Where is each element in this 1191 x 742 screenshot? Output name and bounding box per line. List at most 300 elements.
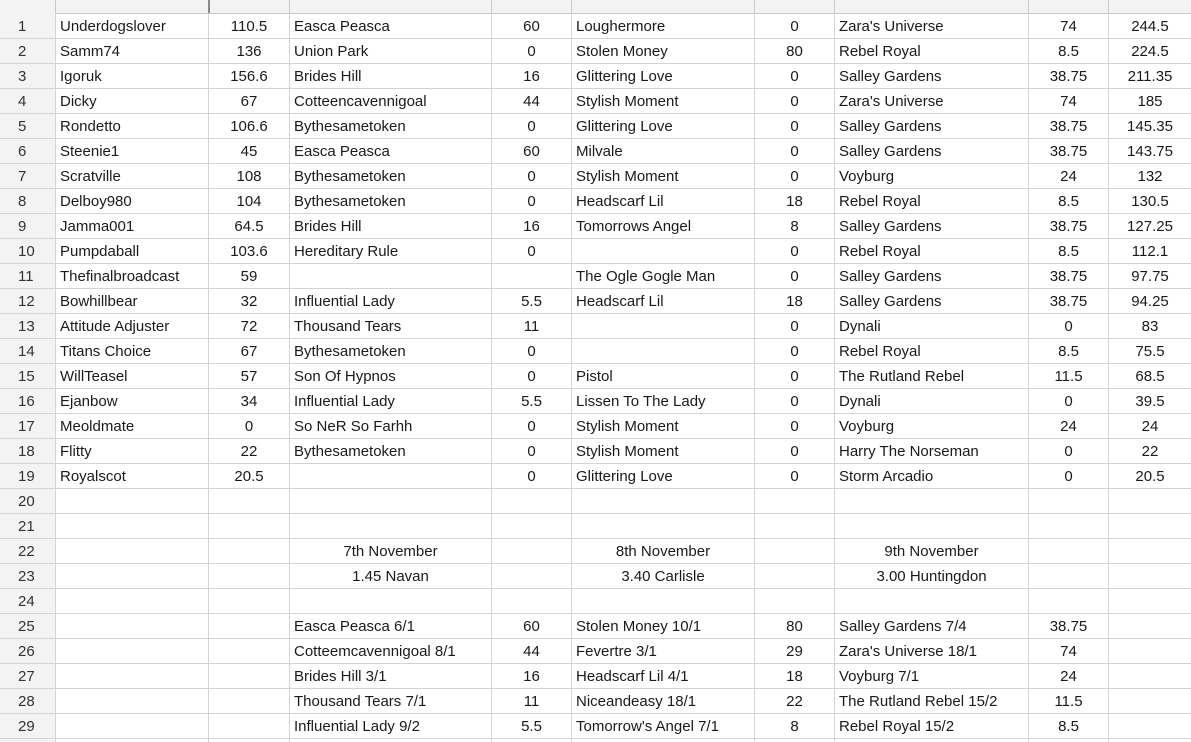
cell-f-row-11[interactable]: 0 (790, 268, 799, 285)
cell-f-row-12[interactable]: 18 (786, 293, 803, 310)
cell-d-row-5[interactable]: 0 (527, 118, 536, 135)
cell-a-row-14[interactable]: Titans Choice (60, 343, 152, 360)
row-number[interactable]: 23 (18, 568, 35, 585)
cell-f-row-24[interactable] (755, 589, 834, 614)
cell-f-row-9[interactable]: 8 (790, 218, 799, 235)
cell-c-row-9[interactable]: Brides Hill (294, 218, 362, 235)
row-number[interactable]: 7 (18, 168, 27, 185)
cell-i-row-3[interactable]: 211.35 (1127, 68, 1173, 85)
cell-c-row-15[interactable]: Son Of Hypnos (294, 368, 396, 385)
cell-h-row-1[interactable]: 74 (1060, 18, 1077, 35)
cell-b-row-9[interactable]: 64.5 (234, 218, 264, 235)
cell-e-row-13[interactable] (572, 314, 754, 339)
cell-c-row-13[interactable]: Thousand Tears (294, 318, 402, 335)
row-number[interactable]: 12 (18, 293, 35, 310)
row-number[interactable]: 5 (18, 118, 27, 135)
cell-f-row-3[interactable]: 0 (790, 68, 799, 85)
column-header-divider[interactable] (1108, 0, 1109, 13)
cell-g-row-3[interactable]: Salley Gardens (839, 68, 942, 85)
cell-a-row-22[interactable] (56, 539, 208, 564)
cell-f-row-4[interactable]: 0 (790, 93, 799, 110)
cell-e-row-19[interactable]: Glittering Love (576, 468, 673, 485)
row-number[interactable]: 10 (18, 243, 35, 260)
cell-d-row-25[interactable]: 60 (523, 618, 540, 635)
cell-b-row-3[interactable]: 156.6 (230, 68, 268, 85)
cell-e-row-1[interactable]: Loughermore (576, 18, 666, 35)
cell-a-row-16[interactable]: Ejanbow (60, 393, 118, 410)
cell-b-row-2[interactable]: 136 (236, 43, 262, 60)
column-header-divider[interactable] (754, 0, 755, 13)
cell-i-row-5[interactable]: 145.35 (1127, 118, 1173, 135)
cell-f-row-1[interactable]: 0 (790, 18, 799, 35)
cell-i-row-6[interactable]: 143.75 (1127, 143, 1173, 160)
row-number[interactable]: 3 (18, 68, 27, 85)
cell-b-row-26[interactable] (209, 639, 289, 664)
cell-a-row-21[interactable] (56, 514, 208, 539)
cell-f-row-28[interactable]: 22 (786, 693, 803, 710)
cell-g-row-15[interactable]: The Rutland Rebel (839, 368, 965, 385)
cell-d-row-14[interactable]: 0 (527, 343, 536, 360)
cell-d-row-3[interactable]: 16 (523, 68, 540, 85)
cell-g-row-20[interactable] (835, 489, 1028, 514)
cell-d-row-1[interactable]: 60 (523, 18, 540, 35)
cell-b-row-11[interactable]: 59 (240, 268, 258, 285)
cell-c-row-27[interactable]: Brides Hill 3/1 (294, 668, 387, 685)
cell-g-row-22[interactable]: 9th November (884, 543, 979, 560)
cell-d-row-9[interactable]: 16 (523, 218, 540, 235)
cell-e-row-5[interactable]: Glittering Love (576, 118, 673, 135)
cell-b-row-6[interactable]: 45 (240, 143, 258, 160)
cell-e-row-6[interactable]: Milvale (576, 143, 623, 160)
cell-i-row-16[interactable]: 39.5 (1135, 393, 1165, 410)
cell-e-row-29[interactable]: Tomorrow's Angel 7/1 (576, 718, 719, 735)
cell-g-row-16[interactable]: Dynali (839, 393, 881, 410)
cell-d-row-13[interactable]: 11 (523, 318, 540, 335)
cell-a-row-24[interactable] (56, 589, 208, 614)
cell-b-row-12[interactable]: 32 (240, 293, 258, 310)
cell-e-row-21[interactable] (572, 514, 754, 539)
cell-d-row-20[interactable] (492, 489, 571, 514)
cell-a-row-29[interactable] (56, 714, 208, 739)
row-number[interactable]: 24 (18, 593, 35, 610)
cell-b-row-14[interactable]: 67 (240, 343, 258, 360)
cell-g-row-28[interactable]: The Rutland Rebel 15/2 (839, 693, 998, 710)
cell-b-row-7[interactable]: 108 (236, 168, 262, 185)
cell-h-row-16[interactable]: 0 (1064, 393, 1073, 410)
cell-i-row-29[interactable] (1109, 714, 1191, 739)
cell-d-row-8[interactable]: 0 (527, 193, 536, 210)
cell-d-row-4[interactable]: 44 (523, 93, 540, 110)
row-number[interactable]: 29 (18, 718, 35, 735)
cell-e-row-18[interactable]: Stylish Moment (576, 443, 679, 460)
cell-h-row-10[interactable]: 8.5 (1058, 243, 1079, 260)
cell-e-row-3[interactable]: Glittering Love (576, 68, 673, 85)
cell-b-row-13[interactable]: 72 (240, 318, 258, 335)
cell-f-row-25[interactable]: 80 (786, 618, 803, 635)
row-number[interactable]: 2 (18, 43, 27, 60)
cell-g-row-9[interactable]: Salley Gardens (839, 218, 942, 235)
cell-h-row-19[interactable]: 0 (1064, 468, 1073, 485)
row-number[interactable]: 6 (18, 143, 27, 160)
cell-a-row-2[interactable]: Samm74 (60, 43, 121, 60)
cell-h-row-5[interactable]: 38.75 (1049, 118, 1088, 135)
cell-e-row-27[interactable]: Headscarf Lil 4/1 (576, 668, 689, 685)
cell-b-row-23[interactable] (209, 564, 289, 589)
cell-i-row-27[interactable] (1109, 664, 1191, 689)
cell-h-row-29[interactable]: 8.5 (1058, 718, 1079, 735)
cell-i-row-7[interactable]: 132 (1137, 168, 1163, 185)
cell-h-row-18[interactable]: 0 (1064, 443, 1073, 460)
cell-a-row-8[interactable]: Delboy980 (60, 193, 132, 210)
cell-a-row-27[interactable] (56, 664, 208, 689)
cell-i-row-26[interactable] (1109, 639, 1191, 664)
cell-i-row-24[interactable] (1109, 589, 1191, 614)
cell-g-row-23[interactable]: 3.00 Huntingdon (876, 568, 987, 585)
row-number[interactable]: 4 (18, 93, 27, 110)
cell-g-row-17[interactable]: Voyburg (839, 418, 895, 435)
cell-i-row-8[interactable]: 130.5 (1131, 193, 1169, 210)
row-number[interactable]: 22 (18, 543, 35, 560)
cell-g-row-1[interactable]: Zara's Universe (839, 18, 944, 35)
cell-b-row-20[interactable] (209, 489, 289, 514)
row-number[interactable]: 11 (18, 268, 34, 285)
cell-d-row-18[interactable]: 0 (527, 443, 536, 460)
cell-i-row-19[interactable]: 20.5 (1135, 468, 1165, 485)
cell-g-row-25[interactable]: Salley Gardens 7/4 (839, 618, 967, 635)
cell-h-row-22[interactable] (1029, 539, 1108, 564)
cell-g-row-11[interactable]: Salley Gardens (839, 268, 942, 285)
row-number[interactable]: 27 (18, 668, 35, 685)
cell-f-row-18[interactable]: 0 (790, 443, 799, 460)
cell-f-row-27[interactable]: 18 (786, 668, 803, 685)
column-header-bar[interactable] (0, 0, 1191, 14)
cell-g-row-14[interactable]: Rebel Royal (839, 343, 921, 360)
cell-d-row-23[interactable] (492, 564, 571, 589)
cell-b-row-25[interactable] (209, 614, 289, 639)
column-header-divider[interactable] (834, 0, 835, 13)
cell-f-row-23[interactable] (755, 564, 834, 589)
cell-i-row-23[interactable] (1109, 564, 1191, 589)
cell-i-row-22[interactable] (1109, 539, 1191, 564)
cell-d-row-29[interactable]: 5.5 (521, 718, 542, 735)
cell-b-row-17[interactable]: 0 (244, 418, 254, 435)
cell-f-row-26[interactable]: 29 (786, 643, 803, 660)
cell-g-row-8[interactable]: Rebel Royal (839, 193, 921, 210)
cell-h-row-9[interactable]: 38.75 (1049, 218, 1088, 235)
cell-e-row-9[interactable]: Tomorrows Angel (576, 218, 692, 235)
cell-c-row-18[interactable]: Bythesametoken (294, 443, 406, 460)
cell-a-row-10[interactable]: Pumpdaball (60, 243, 140, 260)
cell-e-row-15[interactable]: Pistol (576, 368, 613, 385)
cell-b-row-28[interactable] (209, 689, 289, 714)
cell-b-row-15[interactable]: 57 (240, 368, 258, 385)
cell-e-row-23[interactable]: 3.40 Carlisle (621, 568, 705, 585)
row-number[interactable]: 18 (18, 443, 35, 460)
cell-f-row-21[interactable] (755, 514, 834, 539)
row-number[interactable]: 13 (18, 318, 35, 335)
row-number[interactable]: 28 (18, 693, 35, 710)
cell-c-row-5[interactable]: Bythesametoken (294, 118, 406, 135)
cell-h-row-7[interactable]: 24 (1060, 168, 1077, 185)
cell-g-row-12[interactable]: Salley Gardens (839, 293, 942, 310)
cell-h-row-3[interactable]: 38.75 (1049, 68, 1088, 85)
cell-i-row-12[interactable]: 94.25 (1131, 293, 1169, 310)
cell-b-row-19[interactable]: 20.5 (234, 468, 264, 485)
cell-c-row-14[interactable]: Bythesametoken (294, 343, 406, 360)
cell-h-row-2[interactable]: 8.5 (1058, 43, 1079, 60)
cell-c-row-23[interactable]: 1.45 Navan (352, 568, 429, 585)
cell-d-row-27[interactable]: 16 (523, 668, 540, 685)
cell-h-row-11[interactable]: 38.75 (1049, 268, 1088, 285)
cell-i-row-17[interactable]: 24 (1141, 418, 1159, 435)
cell-e-row-25[interactable]: Stolen Money 10/1 (576, 618, 702, 635)
cell-h-row-26[interactable]: 74 (1060, 643, 1077, 660)
cell-c-row-1[interactable]: Easca Peasca (294, 18, 390, 35)
column-header-divider[interactable] (55, 0, 56, 13)
cell-a-row-18[interactable]: Flitty (60, 443, 92, 460)
cell-b-row-8[interactable]: 104 (236, 193, 262, 210)
cell-i-row-10[interactable]: 112.1 (1131, 243, 1169, 260)
cell-g-row-6[interactable]: Salley Gardens (839, 143, 942, 160)
cell-f-row-5[interactable]: 0 (790, 118, 799, 135)
cell-c-row-20[interactable] (290, 489, 491, 514)
cell-d-row-24[interactable] (492, 589, 571, 614)
cell-b-row-27[interactable] (209, 664, 289, 689)
cell-g-row-27[interactable]: Voyburg 7/1 (839, 668, 920, 685)
cell-g-row-21[interactable] (835, 514, 1028, 539)
cell-g-row-2[interactable]: Rebel Royal (839, 43, 921, 60)
row-number[interactable]: 20 (18, 493, 35, 510)
cell-h-row-21[interactable] (1029, 514, 1108, 539)
cell-c-row-21[interactable] (290, 514, 491, 539)
cell-c-row-22[interactable]: 7th November (343, 543, 438, 560)
cell-c-row-11[interactable] (290, 264, 491, 289)
cell-i-row-18[interactable]: 22 (1141, 443, 1159, 460)
cell-e-row-20[interactable] (572, 489, 754, 514)
cell-b-row-24[interactable] (209, 589, 289, 614)
cell-e-row-12[interactable]: Headscarf Lil (576, 293, 664, 310)
cell-f-row-22[interactable] (755, 539, 834, 564)
cell-d-row-10[interactable]: 0 (527, 243, 536, 260)
cell-a-row-25[interactable] (56, 614, 208, 639)
cell-a-row-23[interactable] (56, 564, 208, 589)
cell-a-row-9[interactable]: Jamma001 (60, 218, 135, 235)
cell-g-row-7[interactable]: Voyburg (839, 168, 895, 185)
cell-c-row-6[interactable]: Easca Peasca (294, 143, 390, 160)
cell-h-row-27[interactable]: 24 (1060, 668, 1077, 685)
cell-d-row-19[interactable]: 0 (527, 468, 536, 485)
row-number[interactable]: 9 (18, 218, 27, 235)
cell-h-row-6[interactable]: 38.75 (1049, 143, 1088, 160)
cell-b-row-5[interactable]: 106.6 (230, 118, 268, 135)
cell-h-row-17[interactable]: 24 (1060, 418, 1077, 435)
cell-g-row-5[interactable]: Salley Gardens (839, 118, 942, 135)
cell-e-row-28[interactable]: Niceandeasy 18/1 (576, 693, 697, 710)
cell-e-row-24[interactable] (572, 589, 754, 614)
cell-i-row-9[interactable]: 127.25 (1127, 218, 1173, 235)
cell-f-row-15[interactable]: 0 (790, 368, 799, 385)
cell-i-row-20[interactable] (1109, 489, 1191, 514)
cell-c-row-16[interactable]: Influential Lady (294, 393, 395, 410)
cell-d-row-28[interactable]: 11 (523, 693, 540, 710)
cell-c-row-17[interactable]: So NeR So Farhh (294, 418, 413, 435)
cell-e-row-17[interactable]: Stylish Moment (576, 418, 679, 435)
cell-e-row-2[interactable]: Stolen Money (576, 43, 668, 60)
cell-a-row-1[interactable]: Underdogslover (60, 18, 166, 35)
row-number[interactable]: 21 (18, 518, 35, 535)
cell-b-row-4[interactable]: 67 (240, 93, 258, 110)
cell-d-row-6[interactable]: 60 (523, 143, 540, 160)
cell-a-row-11[interactable]: Thefinalbroadcast (60, 268, 180, 285)
cell-d-row-21[interactable] (492, 514, 571, 539)
cell-d-row-11[interactable] (492, 264, 571, 289)
cell-a-row-5[interactable]: Rondetto (60, 118, 121, 135)
cell-e-row-10[interactable] (572, 239, 754, 264)
cell-h-row-14[interactable]: 8.5 (1058, 343, 1079, 360)
cell-c-row-19[interactable] (290, 464, 491, 489)
cell-a-row-17[interactable]: Meoldmate (60, 418, 135, 435)
cell-i-row-4[interactable]: 185 (1137, 93, 1163, 110)
cell-e-row-26[interactable]: Fevertre 3/1 (576, 643, 657, 660)
cell-a-row-26[interactable] (56, 639, 208, 664)
column-header-divider[interactable] (289, 0, 290, 13)
cell-f-row-13[interactable]: 0 (790, 318, 799, 335)
cell-e-row-22[interactable]: 8th November (615, 543, 711, 560)
cell-h-row-25[interactable]: 38.75 (1049, 618, 1088, 635)
cell-g-row-18[interactable]: Harry The Norseman (839, 443, 979, 460)
cell-b-row-16[interactable]: 34 (240, 393, 258, 410)
cell-f-row-14[interactable]: 0 (790, 343, 799, 360)
cell-g-row-29[interactable]: Rebel Royal 15/2 (839, 718, 955, 735)
row-number[interactable]: 16 (18, 393, 35, 410)
cell-e-row-7[interactable]: Stylish Moment (576, 168, 679, 185)
row-number[interactable]: 19 (18, 468, 35, 485)
cell-c-row-3[interactable]: Brides Hill (294, 68, 362, 85)
cell-a-row-19[interactable]: Royalscot (60, 468, 126, 485)
cell-c-row-2[interactable]: Union Park (294, 43, 369, 60)
cell-h-row-12[interactable]: 38.75 (1049, 293, 1088, 310)
cell-b-row-1[interactable]: 110.5 (230, 18, 268, 35)
cell-d-row-16[interactable]: 5.5 (521, 393, 542, 410)
column-header-divider[interactable] (208, 0, 210, 13)
cell-h-row-20[interactable] (1029, 489, 1108, 514)
cell-g-row-4[interactable]: Zara's Universe (839, 93, 944, 110)
cell-b-row-22[interactable] (209, 539, 289, 564)
row-number[interactable]: 17 (18, 418, 35, 435)
cell-f-row-7[interactable]: 0 (790, 168, 799, 185)
cell-a-row-20[interactable] (56, 489, 208, 514)
cell-c-row-25[interactable]: Easca Peasca 6/1 (294, 618, 415, 635)
cell-i-row-11[interactable]: 97.75 (1131, 268, 1169, 285)
cell-f-row-6[interactable]: 0 (790, 143, 799, 160)
cell-h-row-8[interactable]: 8.5 (1058, 193, 1079, 210)
cell-e-row-11[interactable]: The Ogle Gogle Man (576, 268, 716, 285)
row-number[interactable]: 8 (18, 193, 27, 210)
cell-a-row-12[interactable]: Bowhillbear (60, 293, 138, 310)
cell-i-row-13[interactable]: 83 (1141, 318, 1159, 335)
cell-f-row-2[interactable]: 80 (786, 43, 803, 60)
cell-c-row-28[interactable]: Thousand Tears 7/1 (294, 693, 427, 710)
cell-f-row-16[interactable]: 0 (790, 393, 799, 410)
cell-i-row-21[interactable] (1109, 514, 1191, 539)
cell-d-row-2[interactable]: 0 (527, 43, 536, 60)
cell-e-row-14[interactable] (572, 339, 754, 364)
row-number[interactable]: 25 (18, 618, 35, 635)
row-number[interactable]: 14 (18, 343, 35, 360)
cell-f-row-10[interactable]: 0 (790, 243, 799, 260)
cell-e-row-8[interactable]: Headscarf Lil (576, 193, 664, 210)
cell-c-row-24[interactable] (290, 589, 491, 614)
cell-d-row-26[interactable]: 44 (523, 643, 540, 660)
column-header-divider[interactable] (491, 0, 492, 13)
row-number[interactable]: 1 (18, 18, 27, 35)
cell-e-row-16[interactable]: Lissen To The Lady (576, 393, 706, 410)
column-header-divider[interactable] (1028, 0, 1029, 13)
cell-b-row-18[interactable]: 22 (240, 443, 258, 460)
cell-a-row-15[interactable]: WillTeasel (60, 368, 128, 385)
cell-g-row-26[interactable]: Zara's Universe 18/1 (839, 643, 977, 660)
cell-h-row-23[interactable] (1029, 564, 1108, 589)
cell-f-row-29[interactable]: 8 (790, 718, 799, 735)
cell-c-row-26[interactable]: Cotteemcavennigoal 8/1 (294, 643, 456, 660)
cell-i-row-1[interactable]: 244.5 (1131, 18, 1169, 35)
cell-g-row-19[interactable]: Storm Arcadio (839, 468, 934, 485)
cell-d-row-7[interactable]: 0 (527, 168, 536, 185)
cell-i-row-14[interactable]: 75.5 (1135, 343, 1165, 360)
cell-i-row-25[interactable] (1109, 614, 1191, 639)
cell-h-row-15[interactable]: 11.5 (1054, 368, 1083, 385)
cell-c-row-7[interactable]: Bythesametoken (294, 168, 406, 185)
cell-b-row-10[interactable]: 103.6 (230, 243, 268, 260)
cell-c-row-4[interactable]: Cotteencavennigoal (294, 93, 427, 110)
cell-f-row-17[interactable]: 0 (790, 418, 799, 435)
cell-a-row-28[interactable] (56, 689, 208, 714)
cell-f-row-8[interactable]: 18 (786, 193, 803, 210)
cell-f-row-19[interactable]: 0 (790, 468, 799, 485)
cell-a-row-6[interactable]: Steenie1 (60, 143, 120, 160)
cell-g-row-13[interactable]: Dynali (839, 318, 881, 335)
cell-h-row-4[interactable]: 74 (1060, 93, 1077, 110)
cell-a-row-13[interactable]: Attitude Adjuster (60, 318, 170, 335)
cell-f-row-20[interactable] (755, 489, 834, 514)
cell-d-row-22[interactable] (492, 539, 571, 564)
cell-c-row-8[interactable]: Bythesametoken (294, 193, 406, 210)
cell-d-row-15[interactable]: 0 (527, 368, 536, 385)
cell-h-row-13[interactable]: 0 (1064, 318, 1073, 335)
cell-i-row-2[interactable]: 224.5 (1131, 43, 1169, 60)
cell-c-row-12[interactable]: Influential Lady (294, 293, 395, 310)
cell-a-row-3[interactable]: Igoruk (60, 68, 102, 85)
row-number[interactable]: 26 (18, 643, 35, 660)
cell-c-row-10[interactable]: Hereditary Rule (294, 243, 399, 260)
cell-d-row-12[interactable]: 5.5 (521, 293, 542, 310)
cell-i-row-28[interactable] (1109, 689, 1191, 714)
cell-c-row-29[interactable]: Influential Lady 9/2 (294, 718, 420, 735)
cell-b-row-21[interactable] (209, 514, 289, 539)
cell-d-row-17[interactable]: 0 (527, 418, 536, 435)
cell-a-row-7[interactable]: Scratville (60, 168, 121, 185)
cell-b-row-29[interactable] (209, 714, 289, 739)
cell-g-row-10[interactable]: Rebel Royal (839, 243, 921, 260)
column-header-divider[interactable] (571, 0, 572, 13)
cell-g-row-24[interactable] (835, 589, 1028, 614)
cell-a-row-4[interactable]: Dicky (60, 93, 97, 110)
cell-e-row-4[interactable]: Stylish Moment (576, 93, 679, 110)
cell-i-row-15[interactable]: 68.5 (1135, 368, 1165, 385)
cell-h-row-24[interactable] (1029, 589, 1108, 614)
row-number[interactable]: 15 (18, 368, 35, 385)
cell-h-row-28[interactable]: 11.5 (1054, 693, 1083, 710)
